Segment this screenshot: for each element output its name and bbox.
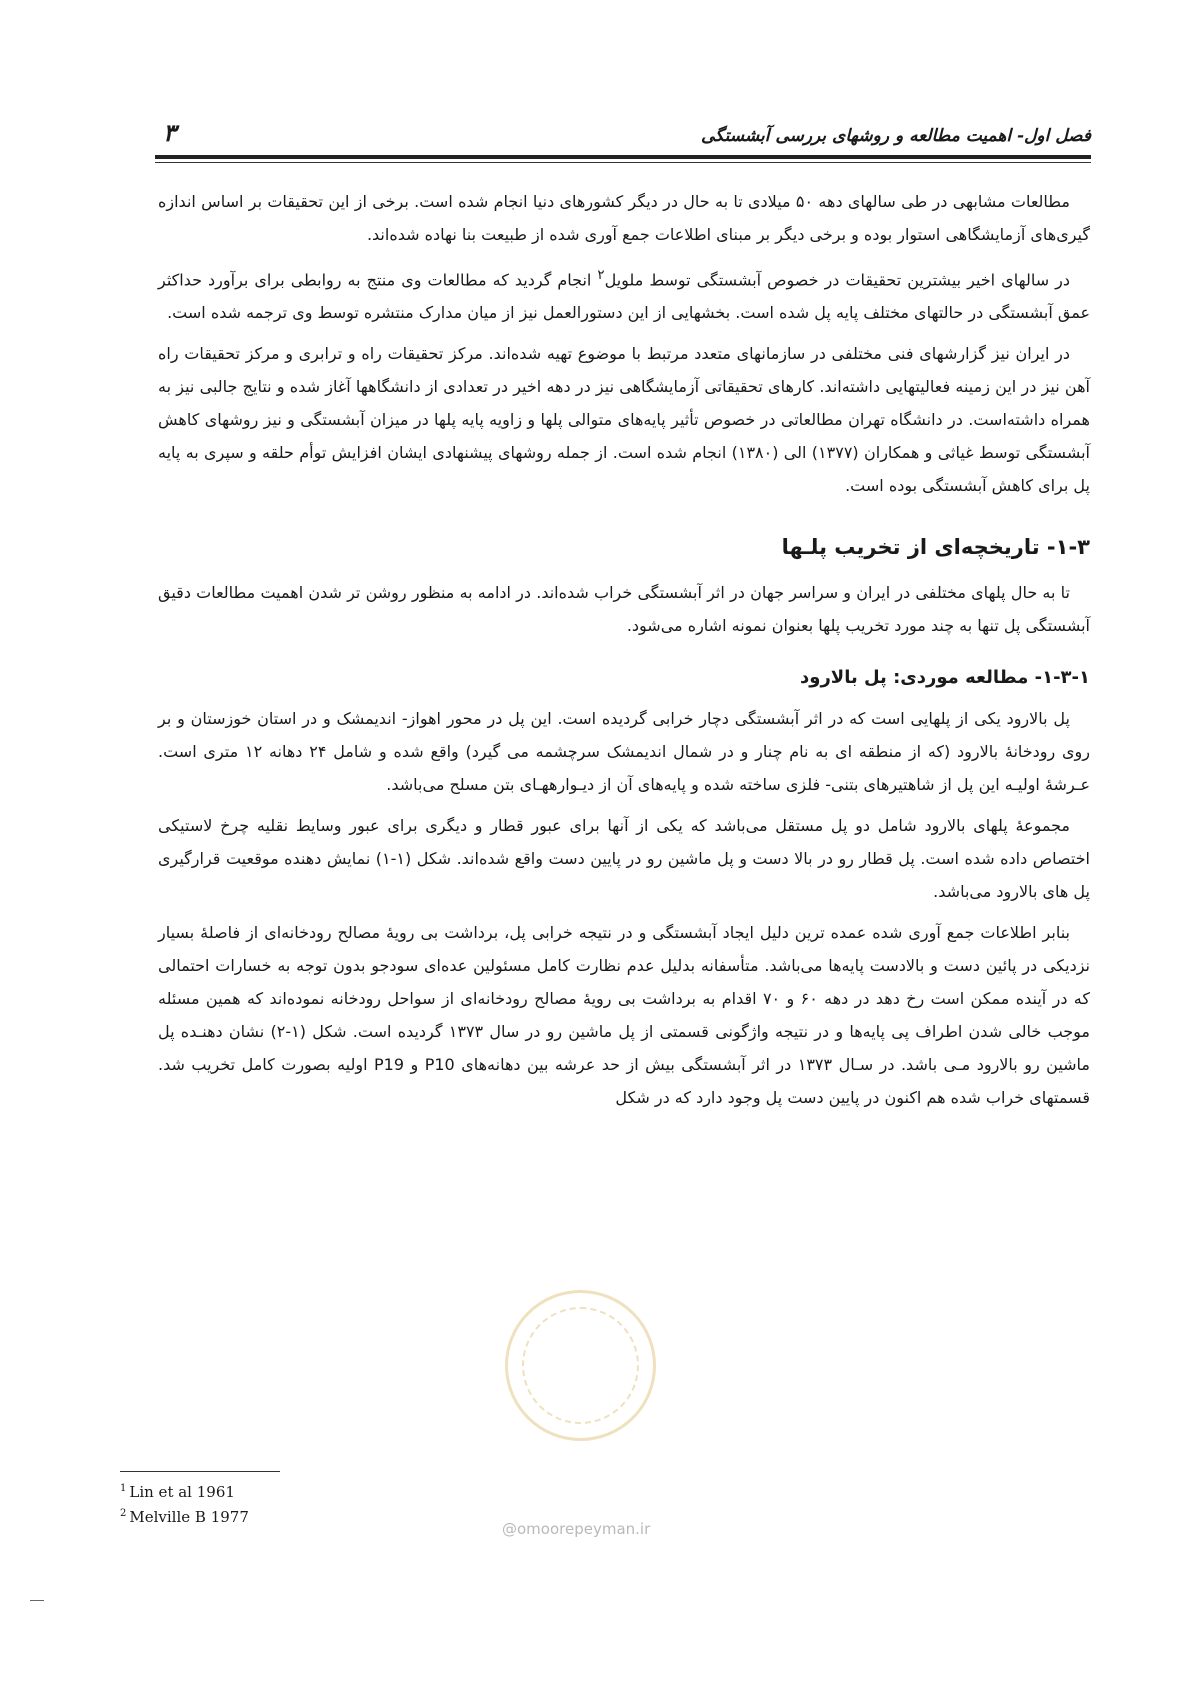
paragraph-7: بنابر اطلاعات جمع آوری شده عمده ترین دلیل ایجاد آبشستگی و در نتیجه خرابی پل، برداشت بی رویهٔ مصالح رودخانه‌ای از فاصلهٔ بسیار نزدیکی در پائین دست و بالادست پایه‌ها می‌باشد. متأسفانه بدلیل عدم نظارت کامل مسئولین عده‌ای سودجو بدون توجه به خسارات احتمالی که در آینده ممکن است رخ دهد در دهه ۶۰ و ۷۰ اقدام به برداشت بی رویهٔ مصالح رودخانه‌ای از سواحل رودخانه نموده‌اند که همین مسئله موجب خالی شدن اطراف پی پایه‌ها و در نتیجه واژگونی قسمتی از پل ماشین رو در سال ۱۳۷۳ گردیده است. شکل (۱-۲) نشان دهنـده پل ماشین رو بالارود مـی باشد. در سـال ۱۳۷۳ در اثر آبشستگی بیش از حد عرشه بین دهانه‌های P10 و P19 اولیه بصورت کامل تخریب شد. قسمتهای خراب شده هم اکنون در پایین دست پل وجود دارد که در شکل (158, 923, 1091, 1108)
paragraph-2-after: انجام گردید که مطالعات وی منتج به روابطی برای برآورد حداکثر عمق آبشستگی در حالتهای مختلف پایه پل شده است. بخشهایی از این دستورالعمل نیز از میان مدارک منتشره توسط وی ترجمه شده است. (158, 270, 1090, 323)
footnote-1: $^1$ Lin et al 1961 (120, 1483, 235, 1501)
watermark-url: @omoorepeyman.ir (502, 1520, 651, 1538)
page-header (155, 118, 1091, 148)
paragraph-6: مجموعهٔ پلهای بالارود شامل دو پل مستقل می‌باشد که یکی از آنها برای عبور قطار و دیگری برای عبور وسایط نقلیه چرخ لاستیکی اختصاص داده شده است. پل قطار رو در بالا دست و پل ماشین رو در پایین دست واقع شده‌اند. شکل (۱-۱) نمایش دهنده موقعیت قرارگیری پل های بالارود می‌باشد. (158, 816, 1090, 902)
footnotes (120, 1478, 249, 1528)
chapter-title: فصل اول- اهمیت مطالعه و روشهای بررسی آبشستگی (701, 126, 1091, 146)
page-number: ۳ (163, 118, 176, 147)
subsection-heading-1-3-1: ۱-۳-۱- مطالعه موردی: پل بالارود (800, 667, 1090, 689)
paragraph-5: پل بالارود یکی از پلهایی است که در اثر آبشستگی دچار خرابی گردیده است. این پل در محور اهواز- اندیمشک و در استان خوزستان و بر روی رودخانهٔ بالارود (که از منطقه ای به نام چنار و در شمال اندیمشک سرچشمه می گیرد) واقع شده و شامل ۲۴ دهانه ۱۲ متری است. عـرشهٔ اولیـه این پل از شاهتیرهای بتنی- فلزی ساخته شده و پایه‌های آن از دیـوارههـای بتن مسلح می‌باشد. (158, 709, 1090, 795)
body-text (158, 185, 1090, 1122)
margin-mark (30, 1600, 44, 1601)
header-rule-thin (155, 162, 1091, 163)
paragraph-2-before: در سالهای اخیر بیشترین تحقیقات در خصوص آبشستگی توسط ملویل (604, 270, 1070, 290)
section-heading-1-3: ۱-۳- تاریخچه‌ای از تخریب پلـها (781, 535, 1090, 560)
footnote-ref-2: ۲ (597, 268, 605, 283)
paragraph-1: مطالعات مشابهی در طی سالهای دهه ۵۰ میلادی تا به حال در دیگر کشورهای دنیا انجام شده است. برخی از این تحقیقات بر اساس اندازه گیری‌های آزمایشگاهی استوار بوده و برخی دیگر بر مبنای اطلاعات جمع آوری شده از طبیعت بنا نهاده شده‌اند. (158, 192, 1090, 244)
paragraph-2 (158, 259, 1090, 329)
watermark-seal-icon (505, 1290, 656, 1441)
paragraph-3: در ایران نیز گزارشهای فنی مختلفی در سازمانهای متعدد مرتبط با موضوع تهیه شده‌اند. مرکز تحقیقات راه و ترابری و مرکز تحقیقات راه آهن نیز در این زمینه فعالیتهایی داشته‌اند. کارهای تحقیقاتی آزمایشگاهی نیز در دهه اخیر در تعدادی از دانشگاهها آغاز شده و نتایج جالبی نیز به همراه داشته‌است. در دانشگاه تهران مطالعاتی در خصوص تأثیر پایه‌های متوالی پلها و زاویه پایه پلها در میزان آبشستگی و نیز روشهای کاهش آبشستگی توسط غیاثی و همکاران (۱۳۷۷) الی (۱۳۸۰) انجام شده است. از جمله روشهای پیشنهادی ایشان افزایش توأم حلقه و سپری به پایه پل برای کاهش آبشستگی بوده است. (158, 344, 1091, 496)
footnote-2: $^2$ Melville B 1977 (120, 1508, 249, 1526)
paragraph-4: تا به حال پلهای مختلفی در ایران و سراسر جهان در اثر آبشستگی خراب شده‌اند. در ادامه به منظور روشن تر شدن اهمیت مطالعات دقیق آبشستگی پل تنها به چند مورد تخریب پلها بعنوان نمونه اشاره می‌شود. (158, 583, 1090, 636)
footnote-rule (120, 1471, 280, 1472)
header-rule-thick (155, 155, 1091, 159)
